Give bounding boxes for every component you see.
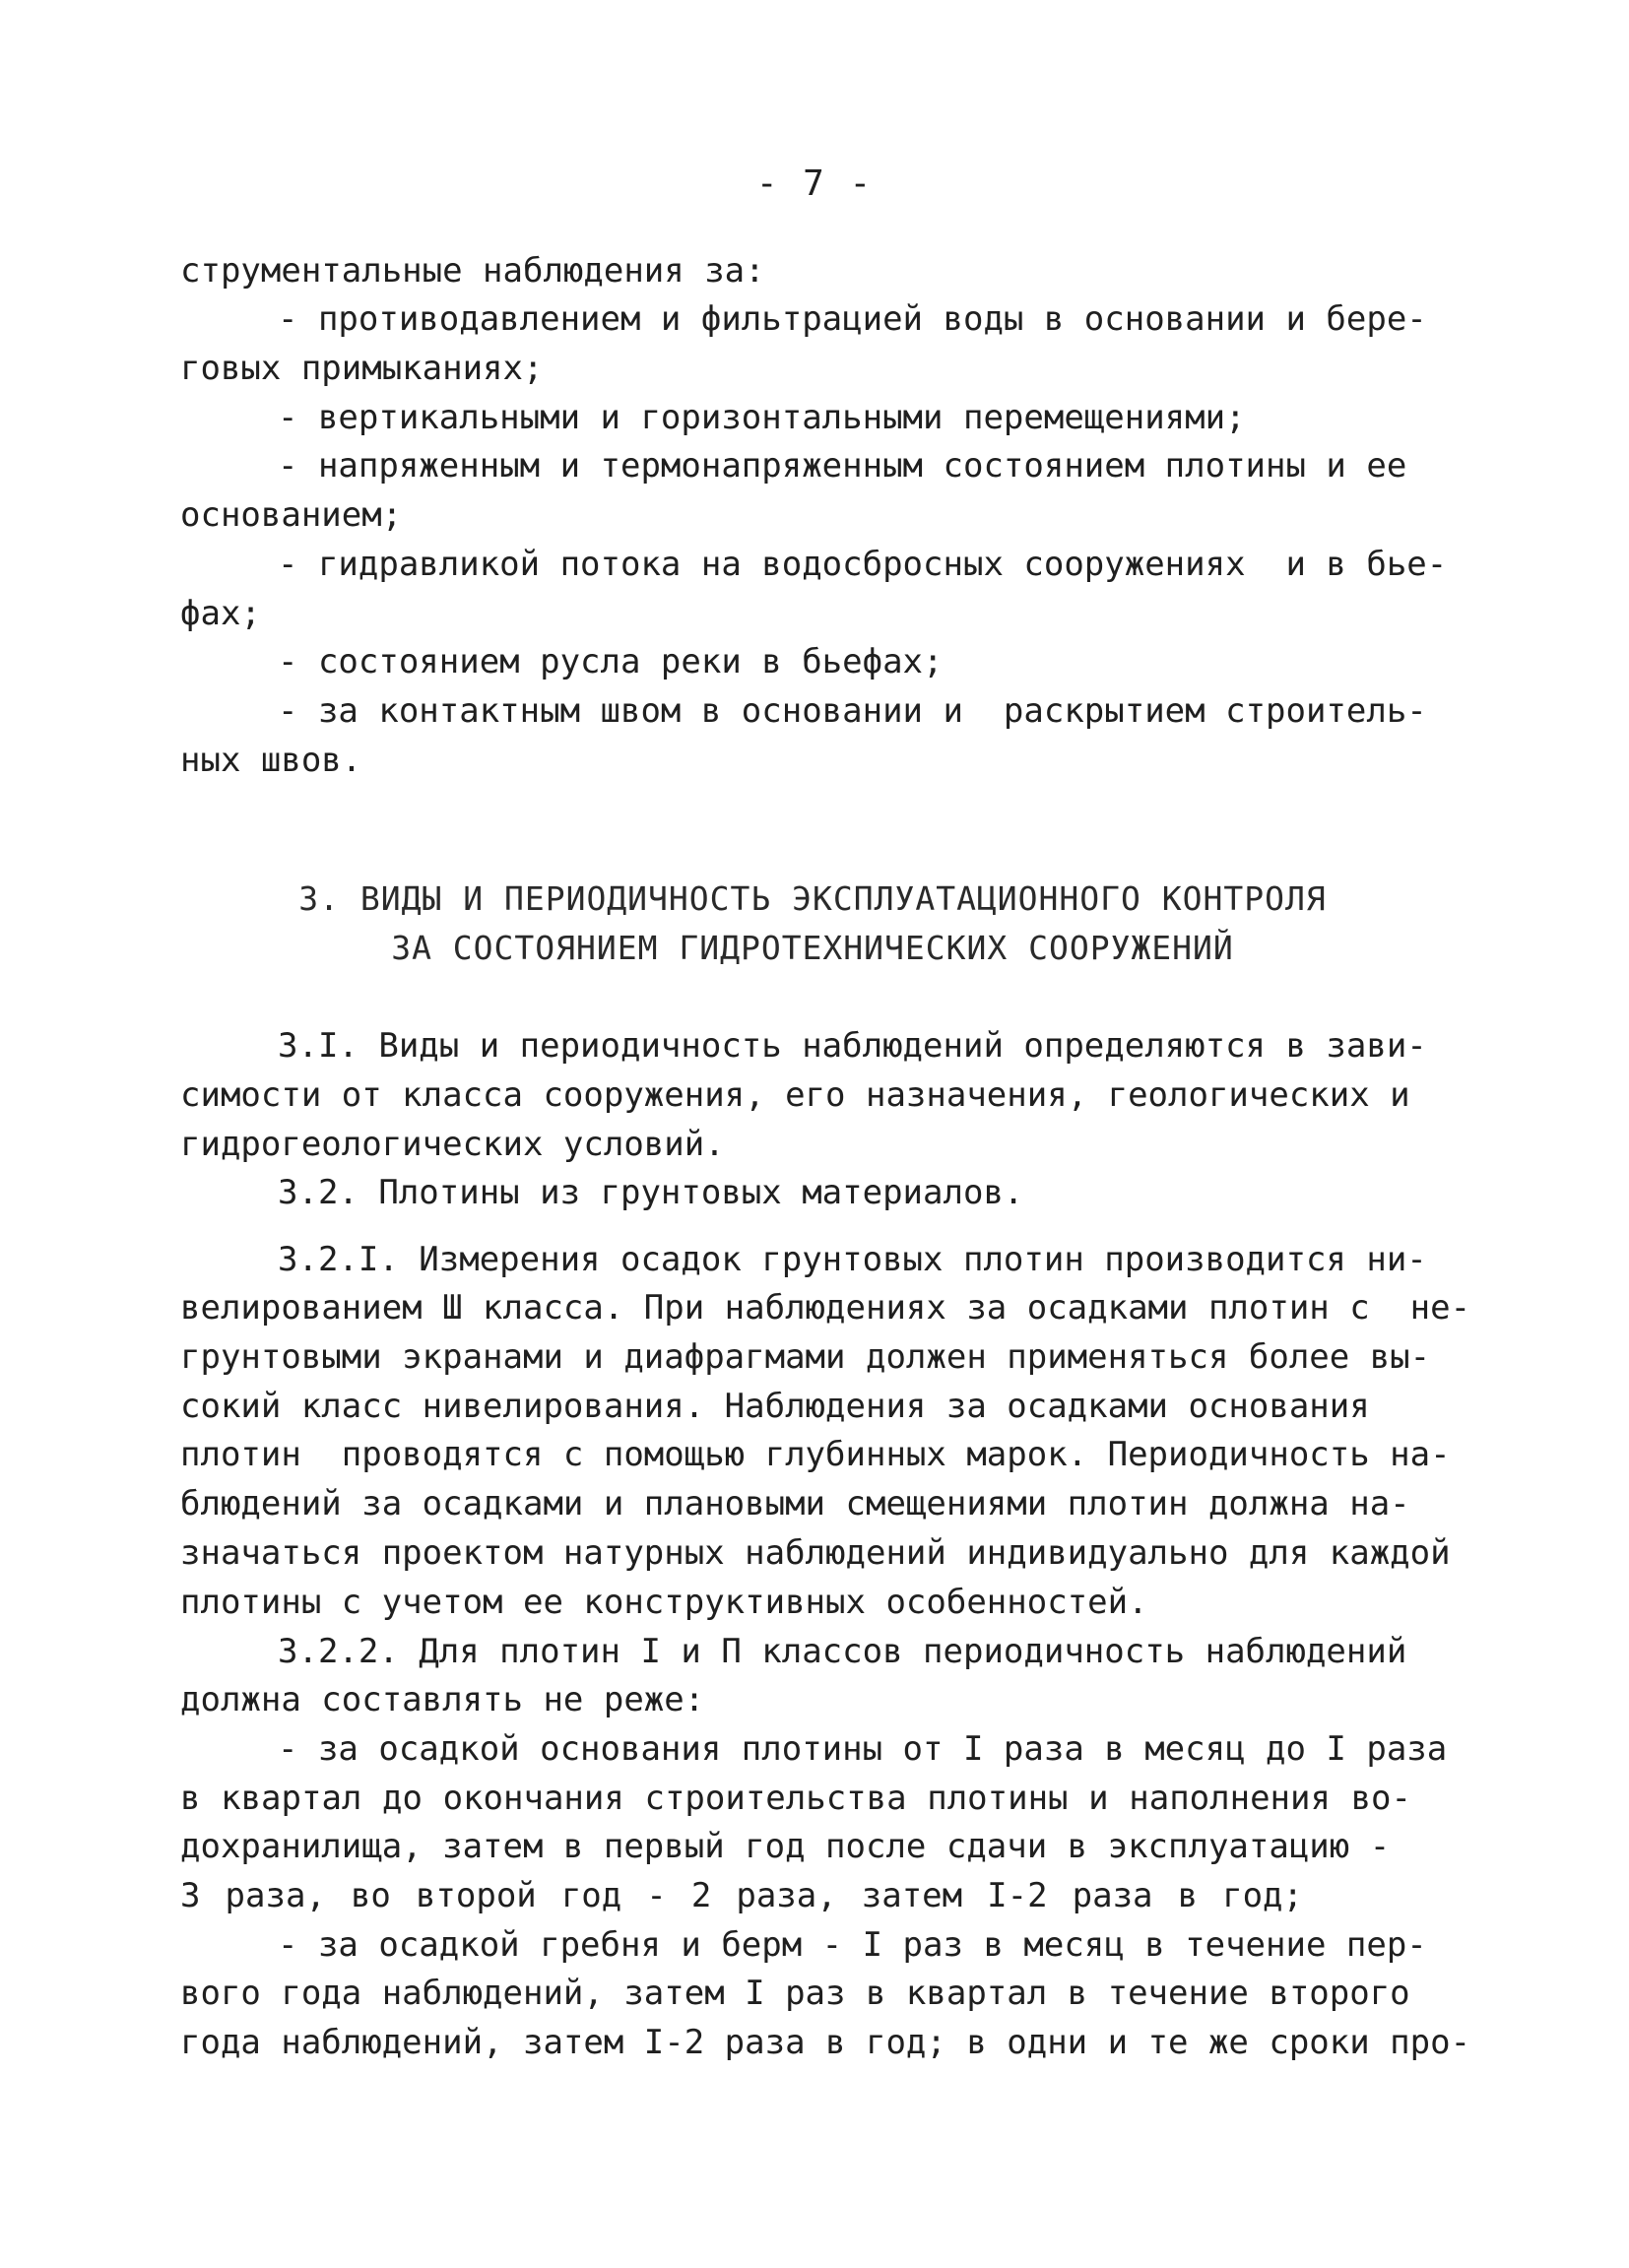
text-line: значаться проектом натурных наблюдений индивидуально для каждой [180,1533,1451,1573]
text-line: велированием Ш класса. При наблюдениях за осадками плотин с не- [180,1288,1471,1328]
text-line: фах; [180,594,261,633]
text-line: гидрогеологических условий. [180,1125,725,1164]
text-line: блюдений за осадками и плановыми смещениями плотин должна на- [180,1484,1410,1523]
text-line: - напряженным и термонапряженным состоянием плотины и ее [278,446,1407,486]
text-line: 3.2.2. Для плотин I и П классов периодичность наблюдений [278,1632,1407,1671]
text-line: 3.2.I. Измерения осадок грунтовых плотин производится ни- [278,1240,1427,1279]
text-line: сокий класс нивелирования. Наблюдения за осадками основания [180,1387,1370,1426]
section-heading: ЗА СОСТОЯНИЕМ ГИДРОТЕХНИЧЕСКИХ СООРУЖЕНИЙ [391,929,1234,967]
text-line: - гидравликой потока на водосбросных сооружениях и в бье- [278,545,1448,584]
text-line: должна составлять не реже: [180,1680,705,1719]
section-heading: 3. ВИДЫ И ПЕРИОДИЧНОСТЬ ЭКСПЛУАТАЦИОННОГО КОНТРОЛЯ [298,879,1327,918]
text-line: - противодавлением и фильтрацией воды в основании и бере- [278,299,1427,339]
text-line: - за осадкой основания плотины от I раза в месяц до I раза [278,1729,1448,1769]
text-line: - вертикальными и горизонтальными перемещениями; [278,398,1246,437]
text-line: плотины с учетом ее конструктивных особенностей. [180,1583,1148,1622]
text-line: струментальные наблюдения за: [180,251,765,291]
text-line: основанием; [180,495,403,535]
text-line: в квартал до окончания строительства плотины и наполнения во- [180,1779,1411,1818]
text-line: 3 раза, во второй год - 2 раза, затем I-2 раза в год; [180,1876,1303,1915]
text-line: - за осадкой гребня и берм - I раз в месяц в течение пер- [278,1925,1427,1965]
page-number: - 7 - [755,163,874,204]
text-line: года наблюдений, затем I-2 раза в год; в одни и те же сроки про- [180,2023,1471,2062]
text-line: вого года наблюдений, затем I раз в квартал в течение второго [180,1974,1410,2013]
text-line: - состоянием русла реки в бьефах; [278,642,944,681]
text-line: ных швов. [180,741,362,780]
text-line: грунтовыми экранами и диафрагмами должен применяться более вы- [180,1337,1431,1377]
text-line: - за контактным швом в основании и раскрытием строитель- [278,691,1427,731]
text-line: симости от класса сооружения, его назначения, геологических и [180,1075,1410,1115]
text-line: 3.I. Виды и периодичность наблюдений определяются в зави- [278,1026,1427,1066]
text-line: 3.2. Плотины из грунтовых материалов. [278,1173,1024,1212]
text-line: дохранилища, затем в первый год после сдачи в эксплуатацию - [180,1827,1391,1866]
text-line: плотин проводятся с помощью глубинных марок. Периодичность на- [180,1435,1451,1474]
text-line: говых примыканиях; [180,349,544,388]
